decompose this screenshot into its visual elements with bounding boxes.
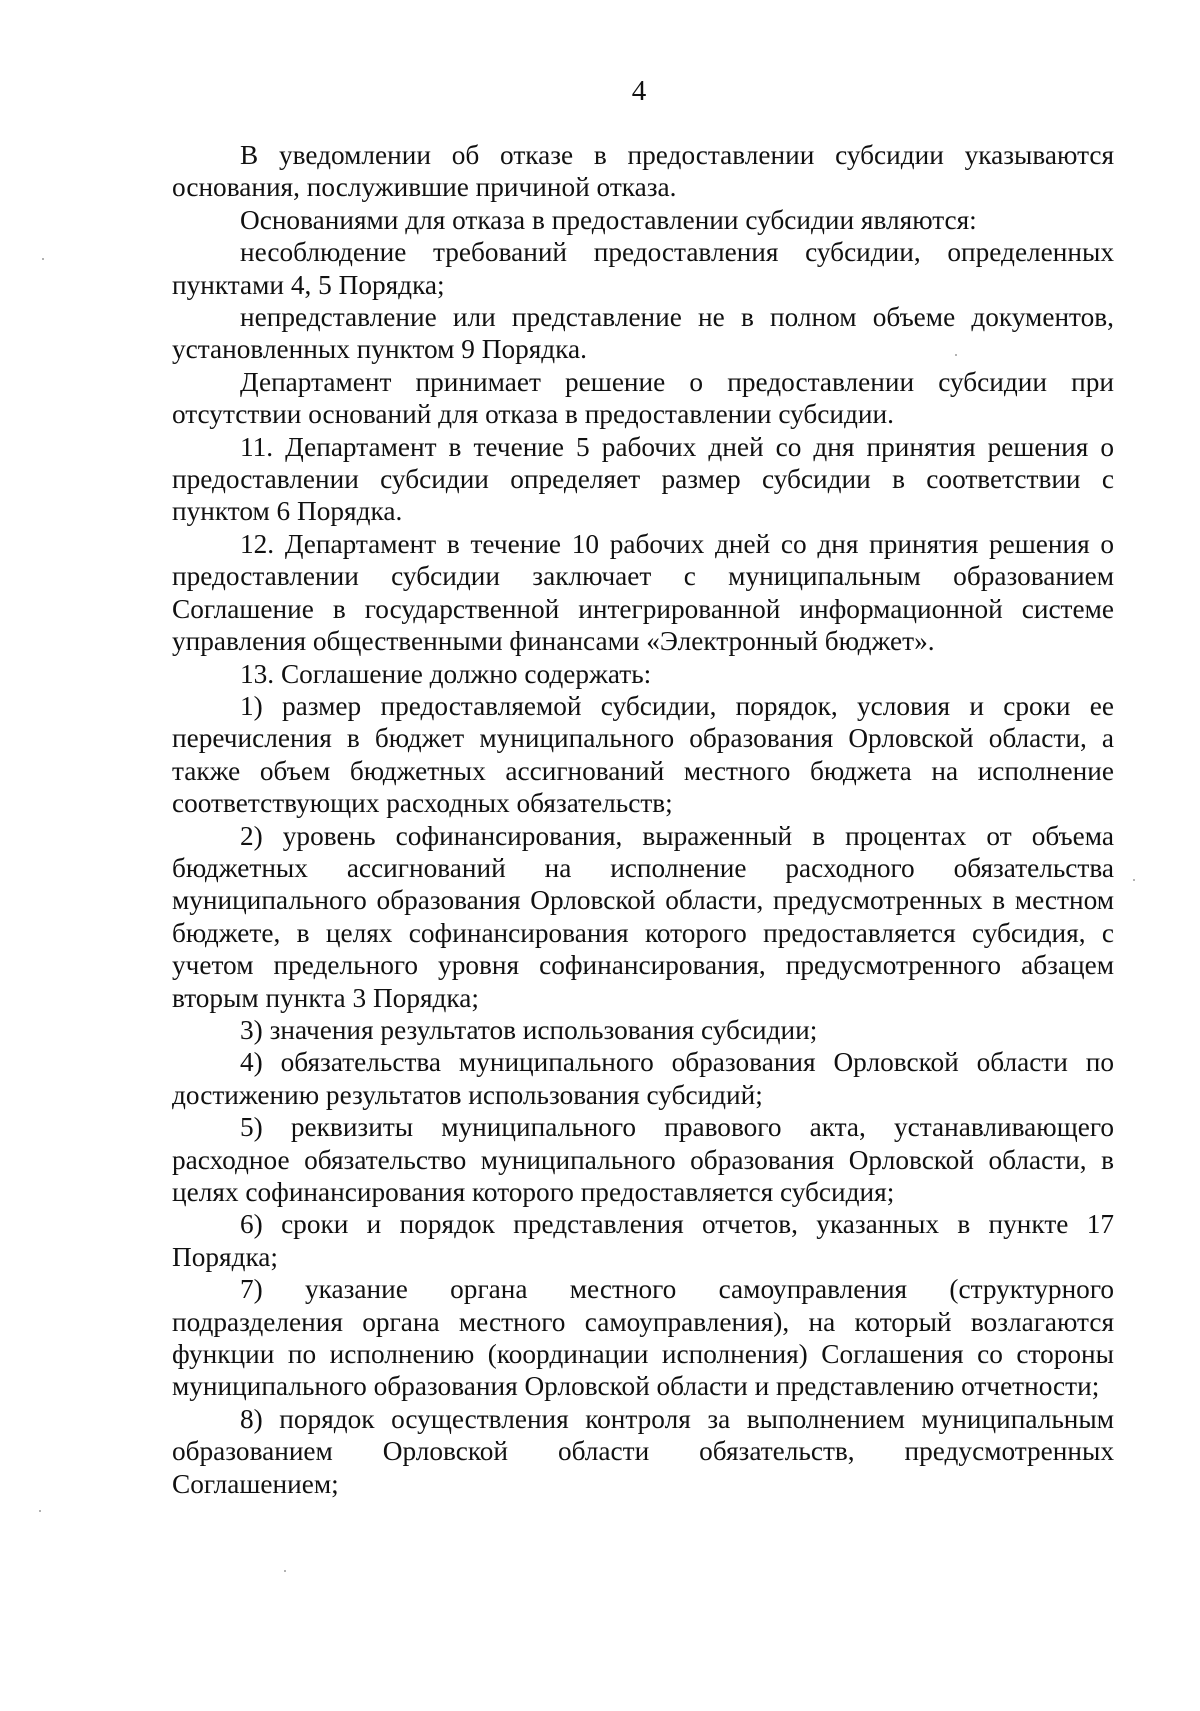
paragraph-subitem-8: 8) порядок осуществления контроля за выполнением муниципальным образованием Орловской области обязательств, предусмотренных Соглашением; — [172, 1403, 1114, 1499]
paragraph-ground-missing-documents: непредставление или представление не в полном объеме документов, установленных пунктом 9 Порядка. — [172, 302, 1114, 365]
page-number: 4 — [631, 75, 647, 107]
paragraph-item-13: 13. Соглашение должно содержать: — [240, 658, 652, 689]
scan-speck — [42, 258, 44, 260]
paragraph-item-11: 11. Департамент в течение 5 рабочих дней со дня принятия решения о предоставлении субсидии определяет размер субсидии в соответствии с пунктом 6 Порядка. — [172, 431, 1114, 527]
paragraph-refusal-notice: В уведомлении об отказе в предоставлении субсидии указываются основания, послужившие причиной отказа. — [172, 140, 1114, 203]
paragraph-subitem-5: 5) реквизиты муниципального правового акта, устанавливающего расходное обязательство муниципального образования Орловской области, в целях софинансирования которого предоставляется субсидия; — [172, 1112, 1114, 1207]
paragraph-subitem-1: 1) размер предоставляемой субсидии, порядок, условия и сроки ее перечисления в бюджет муниципального образования Орловской области, а также объем бюджетных ассигнований местного бюджета на исполнение соответствующих расходных обязательств; — [172, 690, 1114, 819]
paragraph-subitem-3: 3) значения результатов использования субсидии; — [240, 1014, 818, 1045]
paragraph-refusal-grounds-intro: Основаниями для отказа в предоставлении субсидии являются: — [240, 204, 977, 235]
scan-speck — [955, 354, 957, 356]
paragraph-item-12: 12. Департамент в течение 10 рабочих дней со дня принятия решения о предоставлении субсидии заключает с муниципальным образованием Соглашение в государственной интегрированной информационной системе управления общественными финансами «Электронный бюджет». — [172, 528, 1114, 657]
paragraph-subitem-6: 6) сроки и порядок представления отчетов, указанных в пункте 17 Порядка; — [172, 1209, 1114, 1272]
paragraph-ground-noncompliance: несоблюдение требований предоставления субсидии, определенных пунктами 4, 5 Порядка; — [172, 237, 1114, 300]
paragraph-department-decision: Департамент принимает решение о предоставлении субсидии при отсутствии оснований для отказа в предоставлении субсидии. — [172, 366, 1114, 430]
paragraph-subitem-2: 2) уровень софинансирования, выраженный в процентах от объема бюджетных ассигнований на исполнение расходного обязательства муниципального образования Орловской области, предусмотренных в местном бюджете, в целях софинансирования которого предоставляется субсидия, с учетом предельного уровня софинансирования, предусмотренного абзацем вторым пункта 3 Порядка; — [172, 820, 1114, 1013]
scan-speck — [284, 1570, 286, 1572]
scan-speck — [1133, 879, 1135, 881]
paragraph-subitem-7: 7) указание органа местного самоуправления (структурного подразделения органа местного самоуправления), на который возлагаются функции по исполнению (координации исполнения) Соглашения со стороны муниципального образования Орловской области и представлению отчетности; — [172, 1274, 1114, 1402]
document-body — [172, 139, 1114, 1500]
paragraph-subitem-4: 4) обязательства муниципального образования Орловской области по достижению результатов использования субсидий; — [172, 1047, 1114, 1110]
scan-speck — [39, 1510, 41, 1512]
